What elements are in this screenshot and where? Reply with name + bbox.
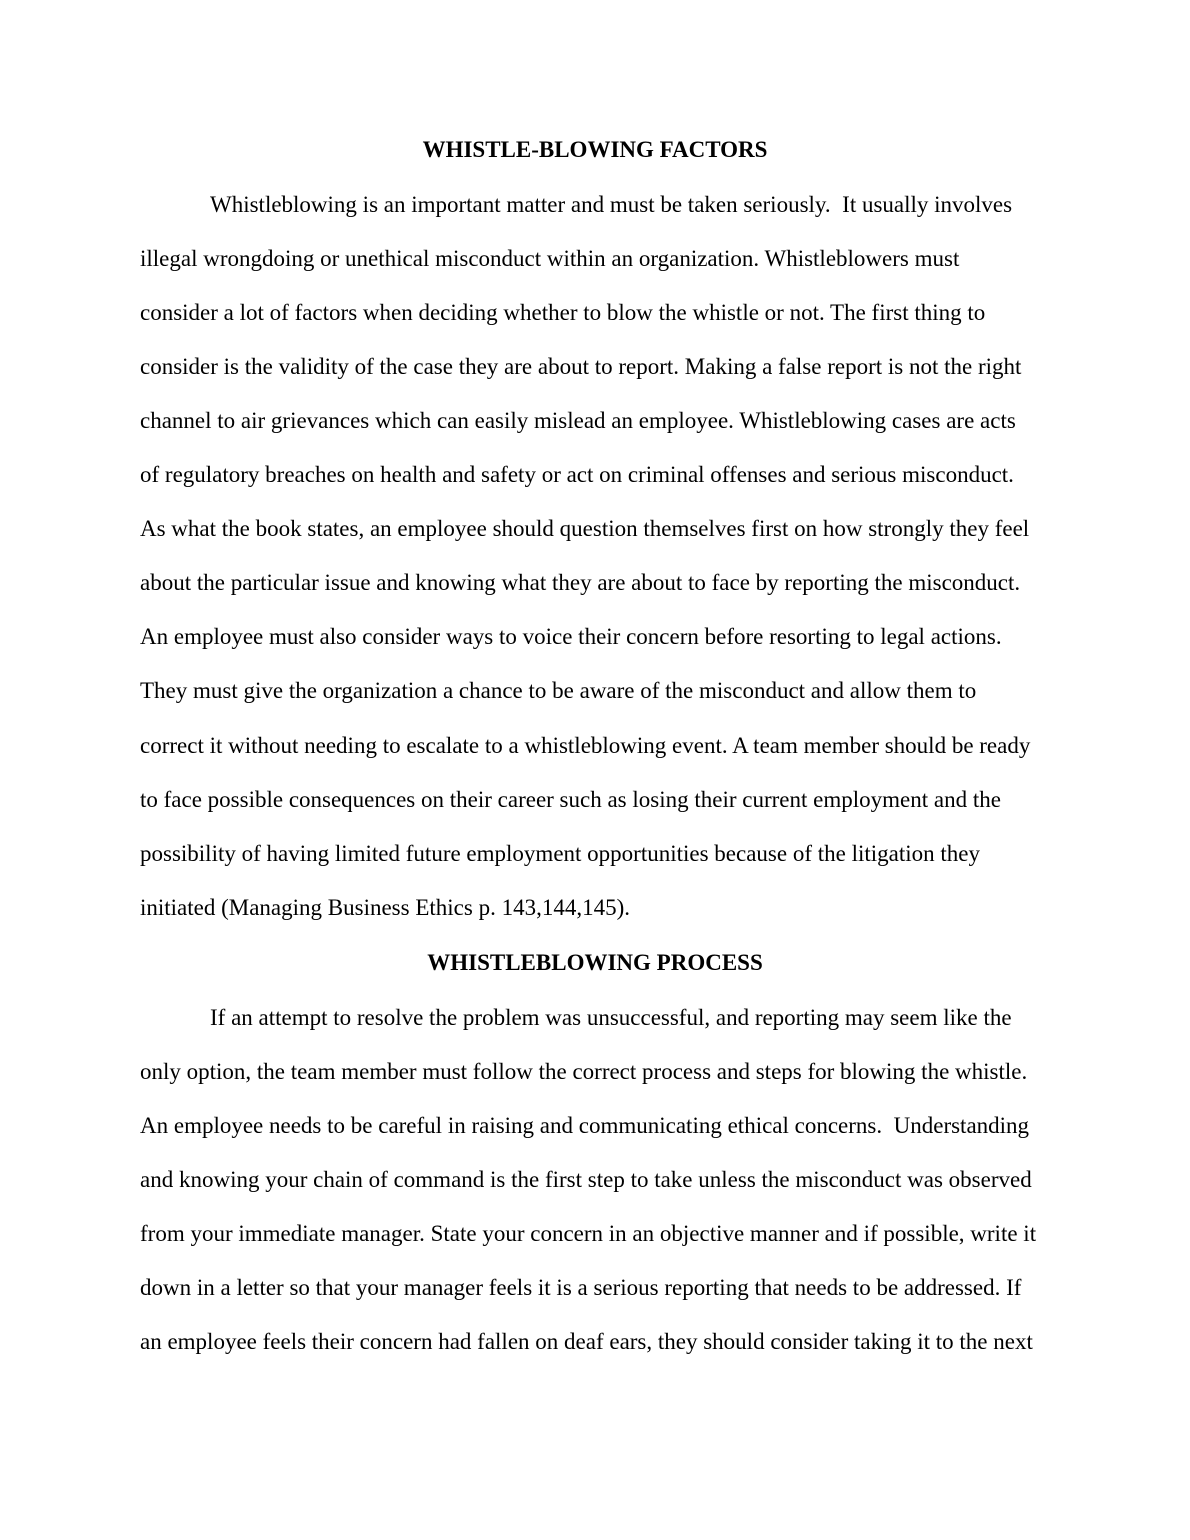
paragraph-line: Whistleblowing is an important matter and must be taken seriously. It usually involves <box>210 192 1013 217</box>
paragraph-line: an employee feels their concern had fallen on deaf ears, they should consider taking it to the next <box>140 1329 1033 1354</box>
paragraph-line: down in a letter so that your manager feels it is a serious reporting that needs to be addressed. If <box>140 1275 1022 1300</box>
section-heading-factors: WHISTLE-BLOWING FACTORS <box>422 137 768 162</box>
paragraph-line: initiated (Managing Business Ethics p. 143,144,145). <box>140 895 630 920</box>
paragraph-line: possibility of having limited future employment opportunities because of the litigation they <box>140 841 980 866</box>
paragraph-line: from your immediate manager. State your concern in an objective manner and if possible, write it <box>140 1221 1037 1246</box>
section-heading-process: WHISTLEBLOWING PROCESS <box>427 950 763 975</box>
paragraph-line: illegal wrongdoing or unethical misconduct within an organization. Whistleblowers must <box>140 246 960 271</box>
paragraph-line: and knowing your chain of command is the first step to take unless the misconduct was observed <box>140 1167 1032 1192</box>
paragraph-line: of regulatory breaches on health and safety or act on criminal offenses and serious misconduct. <box>140 462 1014 487</box>
paragraph-line: to face possible consequences on their career such as losing their current employment and the <box>140 787 1001 812</box>
paragraph-line: As what the book states, an employee should question themselves first on how strongly they feel <box>140 516 1030 541</box>
paragraph-line: consider a lot of factors when deciding whether to blow the whistle or not. The first thing to <box>140 300 986 325</box>
paragraph-line: only option, the team member must follow the correct process and steps for blowing the whistle. <box>140 1059 1028 1084</box>
paragraph-line: correct it without needing to escalate to a whistleblowing event. A team member should be ready <box>140 733 1031 758</box>
paragraph-line: An employee needs to be careful in raising and communicating ethical concerns. Understanding <box>140 1113 1030 1138</box>
paragraph-line: consider is the validity of the case they are about to report. Making a false report is not the right <box>140 354 1022 379</box>
paragraph-line: They must give the organization a chance to be aware of the misconduct and allow them to <box>140 678 977 703</box>
paragraph-line: An employee must also consider ways to voice their concern before resorting to legal actions. <box>140 624 1002 649</box>
paragraph-line: channel to air grievances which can easily mislead an employee. Whistleblowing cases are acts <box>140 408 1016 433</box>
paragraph-line: about the particular issue and knowing what they are about to face by reporting the misconduct. <box>140 570 1021 595</box>
paragraph-line: If an attempt to resolve the problem was unsuccessful, and reporting may seem like the <box>210 1005 1012 1030</box>
